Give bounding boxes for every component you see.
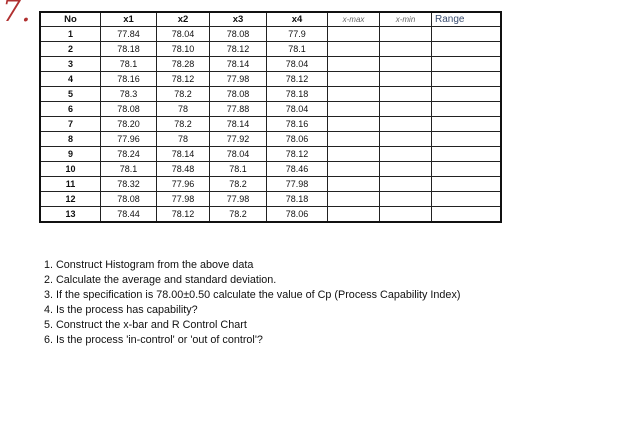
empty-cell — [380, 102, 432, 117]
value-cell: 77.84 — [101, 27, 157, 42]
empty-cell — [328, 162, 380, 177]
table-row — [40, 57, 501, 72]
empty-cell — [432, 102, 502, 117]
empty-cell — [380, 42, 432, 57]
value-cell: 78.12 — [267, 72, 328, 87]
table-row — [40, 132, 501, 147]
table-row — [40, 147, 501, 162]
empty-cell — [432, 42, 502, 57]
value-cell: 78 — [157, 102, 210, 117]
value-cell: 77.98 — [157, 192, 210, 207]
value-cell: 77.96 — [157, 177, 210, 192]
value-cell: 78.10 — [157, 42, 210, 57]
empty-cell — [380, 192, 432, 207]
value-cell: 78.04 — [157, 27, 210, 42]
row-number-cell: 11 — [40, 177, 101, 192]
empty-cell — [432, 72, 502, 87]
value-cell: 78.1 — [210, 162, 267, 177]
empty-cell — [432, 162, 502, 177]
header-no: No — [40, 12, 101, 27]
empty-cell — [432, 207, 502, 223]
empty-cell — [432, 87, 502, 102]
value-cell: 78.08 — [101, 192, 157, 207]
value-cell: 77.98 — [267, 177, 328, 192]
header-x-min: x-min — [380, 12, 432, 27]
value-cell: 78.18 — [267, 192, 328, 207]
value-cell: 78.12 — [157, 72, 210, 87]
value-cell: 78.16 — [101, 72, 157, 87]
value-cell: 78.04 — [210, 147, 267, 162]
value-cell: 77.96 — [101, 132, 157, 147]
value-cell: 78.46 — [267, 162, 328, 177]
row-number-cell: 6 — [40, 102, 101, 117]
empty-cell — [328, 147, 380, 162]
header-x2: x2 — [157, 12, 210, 27]
row-number-cell: 12 — [40, 192, 101, 207]
empty-cell — [328, 117, 380, 132]
empty-cell — [380, 207, 432, 223]
empty-cell — [328, 192, 380, 207]
table-row — [40, 162, 501, 177]
question-list — [44, 258, 460, 348]
empty-cell — [328, 87, 380, 102]
header-x-max: x-max — [328, 12, 380, 27]
empty-cell — [432, 117, 502, 132]
value-cell: 77.92 — [210, 132, 267, 147]
value-cell: 78.1 — [101, 162, 157, 177]
empty-cell — [432, 57, 502, 72]
empty-cell — [328, 132, 380, 147]
row-number-cell: 3 — [40, 57, 101, 72]
row-number-cell: 8 — [40, 132, 101, 147]
value-cell: 78.08 — [210, 87, 267, 102]
value-cell: 78.08 — [210, 27, 267, 42]
value-cell: 78.04 — [267, 102, 328, 117]
table-row — [40, 192, 501, 207]
table-body — [40, 27, 501, 223]
value-cell: 78.14 — [210, 117, 267, 132]
value-cell: 78 — [157, 132, 210, 147]
question-number: 7. — [2, 0, 31, 29]
table-row — [40, 27, 501, 42]
table-row — [40, 42, 501, 57]
empty-cell — [432, 147, 502, 162]
empty-cell — [328, 177, 380, 192]
value-cell: 78.1 — [267, 42, 328, 57]
empty-cell — [380, 72, 432, 87]
question-item: 5. Construct the x-bar and R Control Chart — [44, 319, 247, 331]
question-item: 2. Calculate the average and standard deviation. — [44, 274, 277, 286]
empty-cell — [328, 102, 380, 117]
value-cell: 78.3 — [101, 87, 157, 102]
question-item: 6. Is the process 'in-control' or 'out of control'? — [44, 334, 263, 346]
value-cell: 78.18 — [101, 42, 157, 57]
row-number-cell: 13 — [40, 207, 101, 223]
table-row — [40, 117, 501, 132]
value-cell: 78.06 — [267, 207, 328, 223]
header-x4: x4 — [267, 12, 328, 27]
empty-cell — [328, 207, 380, 223]
empty-cell — [432, 132, 502, 147]
value-cell: 78.16 — [267, 117, 328, 132]
empty-cell — [432, 192, 502, 207]
table-row — [40, 207, 501, 223]
header-x1: x1 — [101, 12, 157, 27]
table-header-row — [40, 12, 501, 27]
value-cell: 78.18 — [267, 87, 328, 102]
row-number-cell: 9 — [40, 147, 101, 162]
table-row — [40, 177, 501, 192]
value-cell: 77.98 — [210, 192, 267, 207]
empty-cell — [380, 147, 432, 162]
empty-cell — [380, 27, 432, 42]
header-range: Range — [432, 12, 502, 27]
data-table — [39, 11, 502, 223]
value-cell: 78.20 — [101, 117, 157, 132]
value-cell: 78.44 — [101, 207, 157, 223]
empty-cell — [380, 57, 432, 72]
empty-cell — [328, 57, 380, 72]
table-row — [40, 87, 501, 102]
row-number-cell: 4 — [40, 72, 101, 87]
value-cell: 78.12 — [210, 42, 267, 57]
value-cell: 78.14 — [210, 57, 267, 72]
value-cell: 78.12 — [157, 207, 210, 223]
empty-cell — [380, 162, 432, 177]
header-x3: x3 — [210, 12, 267, 27]
value-cell: 78.28 — [157, 57, 210, 72]
value-cell: 78.12 — [267, 147, 328, 162]
value-cell: 78.08 — [101, 102, 157, 117]
empty-cell — [380, 132, 432, 147]
value-cell: 78.48 — [157, 162, 210, 177]
row-number-cell: 7 — [40, 117, 101, 132]
empty-cell — [328, 27, 380, 42]
value-cell: 78.24 — [101, 147, 157, 162]
table-row — [40, 72, 501, 87]
table-row — [40, 102, 501, 117]
row-number-cell: 5 — [40, 87, 101, 102]
value-cell: 78.32 — [101, 177, 157, 192]
value-cell: 78.14 — [157, 147, 210, 162]
question-item: 4. Is the process has capability? — [44, 304, 198, 316]
value-cell: 78.2 — [157, 87, 210, 102]
value-cell: 78.2 — [157, 117, 210, 132]
empty-cell — [380, 87, 432, 102]
value-cell: 77.98 — [210, 72, 267, 87]
empty-cell — [432, 177, 502, 192]
value-cell: 78.04 — [267, 57, 328, 72]
value-cell: 77.88 — [210, 102, 267, 117]
value-cell: 78.06 — [267, 132, 328, 147]
empty-cell — [432, 27, 502, 42]
row-number-cell: 2 — [40, 42, 101, 57]
value-cell: 78.2 — [210, 177, 267, 192]
empty-cell — [380, 177, 432, 192]
value-cell: 78.1 — [101, 57, 157, 72]
question-item: 1. Construct Histogram from the above data — [44, 259, 254, 271]
question-item: 3. If the specification is 78.00±0.50 calculate the value of Cp (Process Capability Index) — [44, 289, 461, 301]
value-cell: 78.2 — [210, 207, 267, 223]
empty-cell — [380, 117, 432, 132]
row-number-cell: 10 — [40, 162, 101, 177]
empty-cell — [328, 72, 380, 87]
value-cell: 77.9 — [267, 27, 328, 42]
row-number-cell: 1 — [40, 27, 101, 42]
empty-cell — [328, 42, 380, 57]
